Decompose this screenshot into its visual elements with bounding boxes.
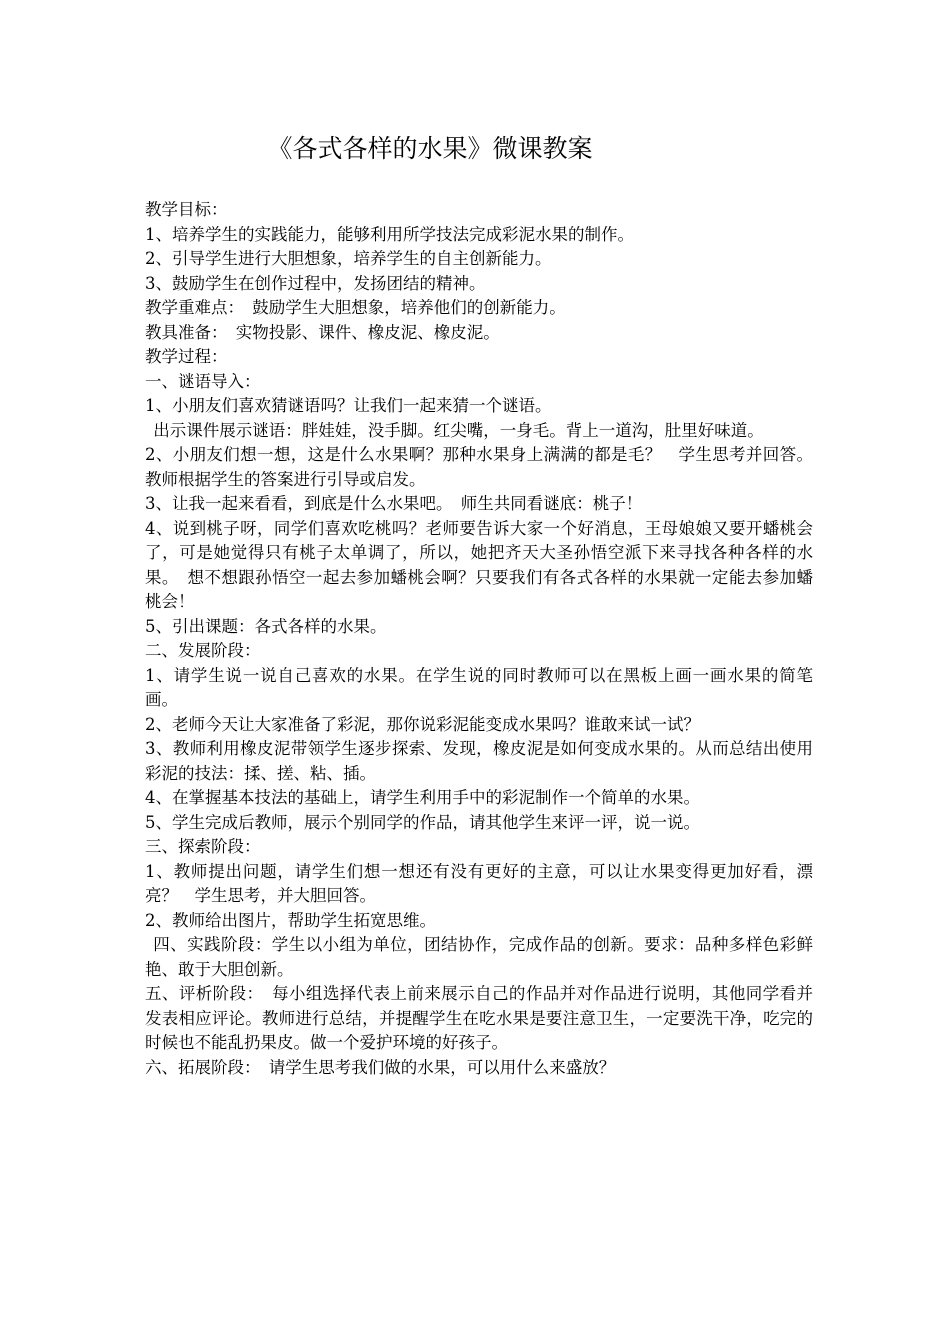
objective-item: 1、培养学生的实践能力，能够利用所学技法完成彩泥水果的制作。: [145, 224, 634, 244]
stage-heading: 三、探索阶段：: [145, 837, 261, 856]
process-item: 出示课件展示谜语：胖娃娃，没手脚。红尖嘴，一身毛。背上一道沟，肚里好味道。: [153, 420, 764, 440]
section-heading-process: 教学过程：: [145, 347, 228, 366]
process-item: 5、学生完成后教师，展示个别同学的作品，请其他学生来评一评，说一说。: [145, 812, 700, 832]
stage-paragraph: 五、评析阶段： 每小组选择代表上前来展示自己的作品并对作品进行说明，其他同学看并发表相应评论。教师进行总结，并提醒学生在吃水果是要注意卫生，一定要洗干净，吃完的时候也不能乱扔果皮。做一个爱护环境的好孩子。: [145, 984, 813, 1052]
process-item: 2、小朋友们想一想，这是什么水果啊？那种水果身上满满的都是毛？ 学生思考并回答。教师根据学生的答案进行引导或启发。: [145, 445, 813, 489]
key-difficulties: 教学重难点： 鼓励学生大胆想象，培养他们的创新能力。: [145, 298, 566, 317]
stage-paragraph: 六、拓展阶段： 请学生思考我们做的水果，可以用什么来盛放？: [145, 1057, 616, 1077]
teaching-materials: 教具准备： 实物投影、课件、橡皮泥、橡皮泥。: [145, 322, 500, 342]
section-heading-objectives: 教学目标：: [145, 200, 228, 219]
process-item: 2、老师今天让大家准备了彩泥，那你说彩泥能变成水果吗？谁敢来试一试？: [145, 714, 700, 734]
objective-item: 3、鼓励学生在创作过程中，发扬团结的精神。: [145, 273, 486, 293]
process-item: 3、让我一起来看看，到底是什么水果吧。 师生共同看谜底：桃子！: [145, 494, 643, 513]
process-item: 4、说到桃子呀，同学们喜欢吃桃吗？老师要告诉大家一个好消息，王母娘娘又要开蟠桃会了，可是她觉得只有桃子太单调了，所以，她把齐天大圣孙悟空派下来寻找各种各样的水果。 想不想跟孙悟空一起去参加蟠桃会啊？只要我们有各式各样的水果就一定能去参加蟠桃会！: [145, 518, 813, 611]
process-item: 5、引出课题：各式各样的水果。: [145, 616, 387, 636]
process-item: 3、教师利用橡皮泥带领学生逐步探索、发现，橡皮泥是如何变成水果的。从而总结出使用彩泥的技法：揉、搓、粘、插。: [145, 739, 813, 783]
objective-item: 2、引导学生进行大胆想象，培养学生的自主创新能力。: [145, 249, 552, 268]
process-item: 1、教师提出问题，请学生们想一想还有没有更好的主意，可以让水果变得更加好看，漂亮？ 学生思考，并大胆回答。: [145, 861, 813, 905]
lesson-plan-body: [145, 198, 813, 1080]
stage-paragraph: 四、实践阶段：学生以小组为单位，团结协作，完成作品的创新。要求：品种多样色彩鲜艳、敢于大胆创新。: [145, 935, 813, 979]
process-item: 4、在掌握基本技法的基础上，请学生利用手中的彩泥制作一个简单的水果。: [145, 788, 700, 807]
process-item: 1、小朋友们喜欢猜谜语吗？让我们一起来猜一个谜语。: [145, 396, 552, 415]
stage-heading: 二、发展阶段：: [145, 641, 261, 660]
stage-heading: 一、谜语导入：: [145, 371, 261, 391]
process-item: 1、请学生说一说自己喜欢的水果。在学生说的同时教师可以在黑板上画一画水果的简笔画。: [145, 665, 813, 709]
process-item: 2、教师给出图片，帮助学生拓宽思维。: [145, 910, 436, 930]
page-title: 《各式各样的水果》微课教案: [267, 134, 593, 163]
